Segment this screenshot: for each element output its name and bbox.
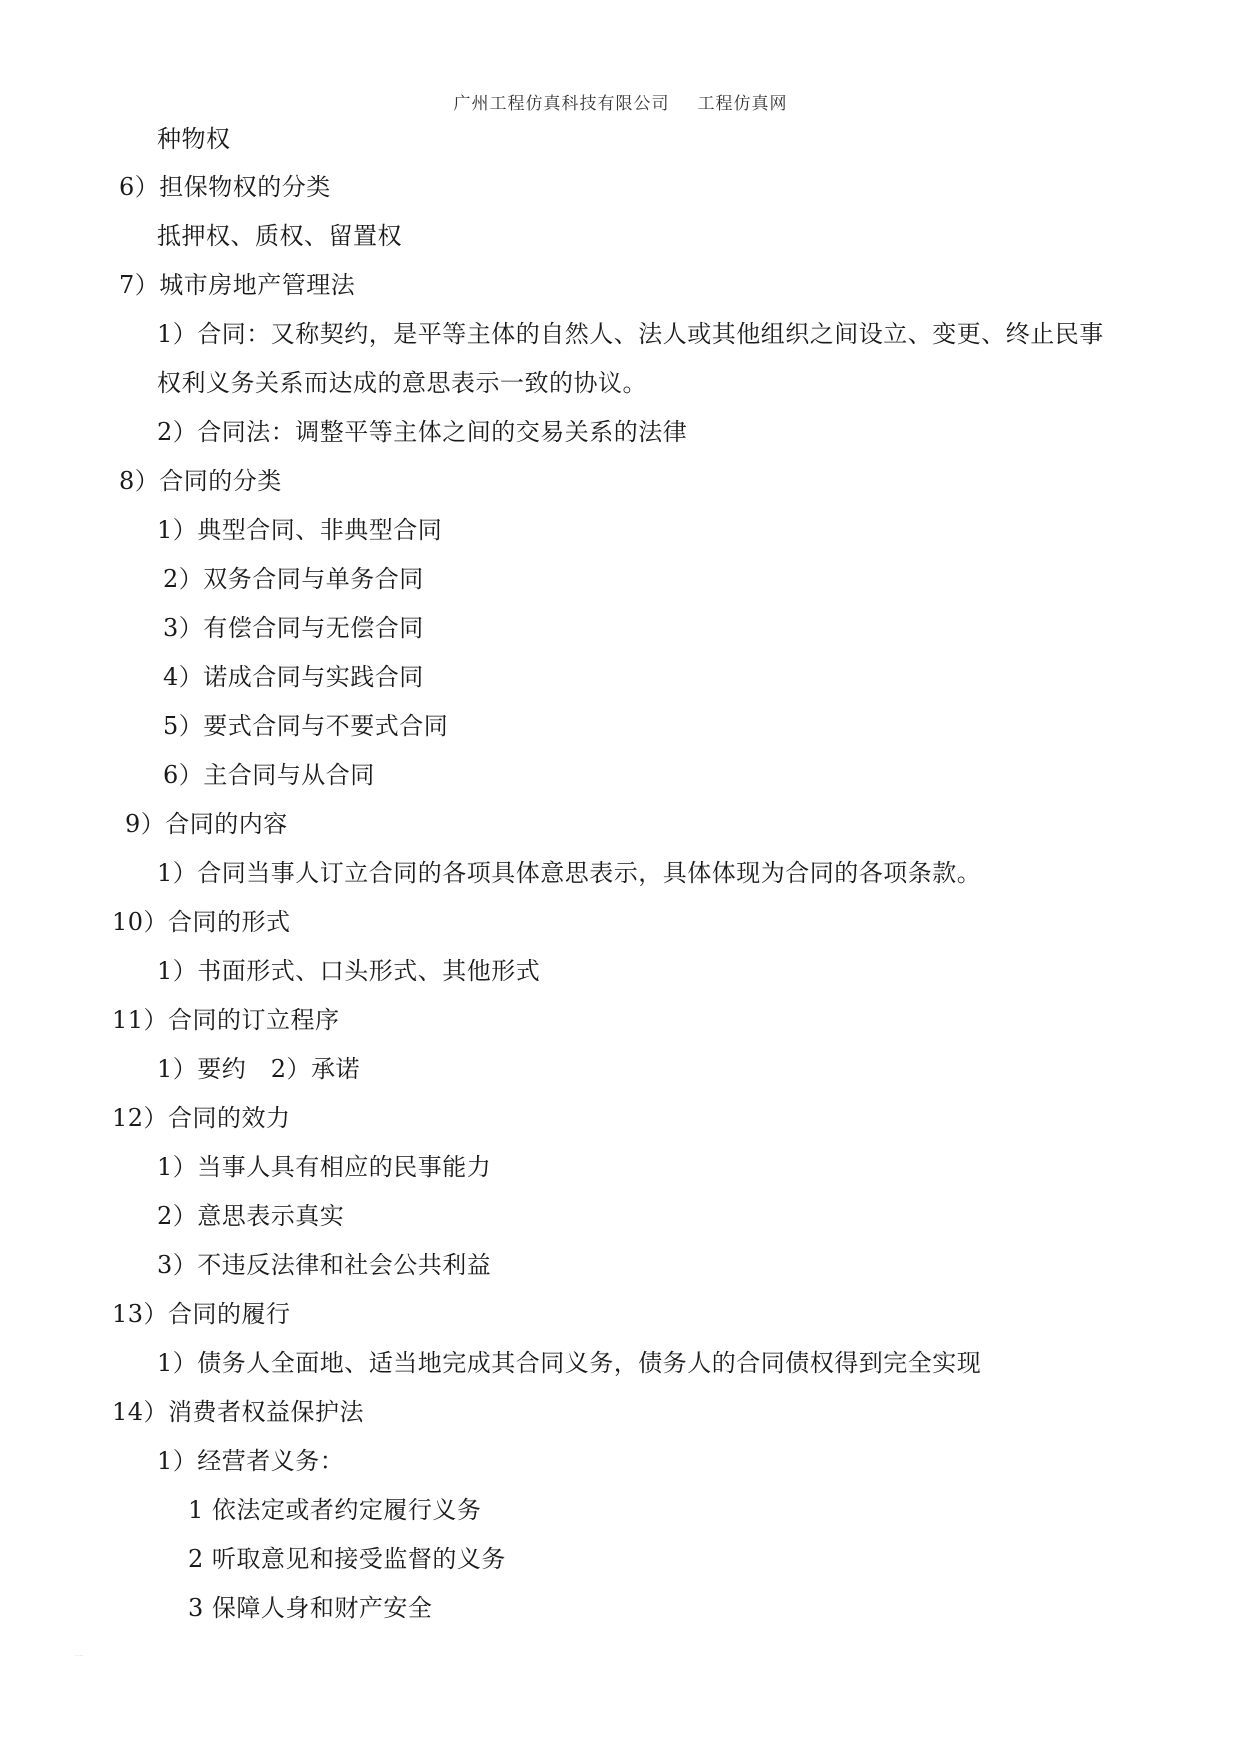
header-site: 工程仿真网 [697,94,788,114]
page-header [0,89,1241,114]
list-item: 2）意思表示真实 [157,1202,345,1230]
list-item: 5）要式合同与不要式合同 [163,712,449,740]
list-heading: 13）合同的履行 [112,1300,291,1328]
list-heading: 9）合同的内容 [125,810,288,838]
list-item: 1）合同当事人订立合同的各项具体意思表示，具体体现为合同的各项条款。 [157,859,982,887]
list-item: 3）不违反法律和社会公共利益 [157,1251,492,1279]
text-line: 种物权 [157,125,231,153]
text-line: 抵押权、质权、留置权 [157,222,402,250]
list-item: 1）经营者义务： [157,1447,345,1475]
faint-page-mark: ···· [75,1652,84,1660]
list-item: 1）债务人全面地、适当地完成其合同义务，债务人的合同债权得到完全实现 [157,1349,982,1377]
list-item: 3）有偿合同与无偿合同 [163,614,424,642]
header-company: 广州工程仿真科技有限公司 [453,94,670,114]
list-item: 2）双务合同与单务合同 [163,565,424,593]
list-item: 1）当事人具有相应的民事能力 [157,1153,492,1181]
text-line: 权利义务关系而达成的意思表示一致的协议。 [157,369,647,397]
list-item: 1）要约 2）承诺 [157,1055,361,1083]
list-item: 1）典型合同、非典型合同 [157,516,443,544]
sub-list-item: 1 依法定或者约定履行义务 [188,1496,482,1524]
list-heading: 12）合同的效力 [112,1104,291,1132]
sub-list-item: 2 听取意见和接受监督的义务 [188,1545,506,1573]
list-heading: 11）合同的订立程序 [112,1006,340,1034]
list-item: 1）合同：又称契约，是平等主体的自然人、法人或其他组织之间设立、变更、终止民事 [157,320,1104,348]
list-item: 2）合同法：调整平等主体之间的交易关系的法律 [157,418,688,446]
list-heading: 7）城市房地产管理法 [119,271,356,299]
list-item: 4）诺成合同与实践合同 [163,663,424,691]
sub-list-item: 3 保障人身和财产安全 [188,1594,433,1622]
list-heading: 6）担保物权的分类 [119,173,331,201]
list-heading: 14）消费者权益保护法 [112,1398,365,1426]
list-item: 1）书面形式、口头形式、其他形式 [157,957,541,985]
list-heading: 8）合同的分类 [119,467,282,495]
list-heading: 10）合同的形式 [112,908,291,936]
list-item: 6）主合同与从合同 [163,761,375,789]
